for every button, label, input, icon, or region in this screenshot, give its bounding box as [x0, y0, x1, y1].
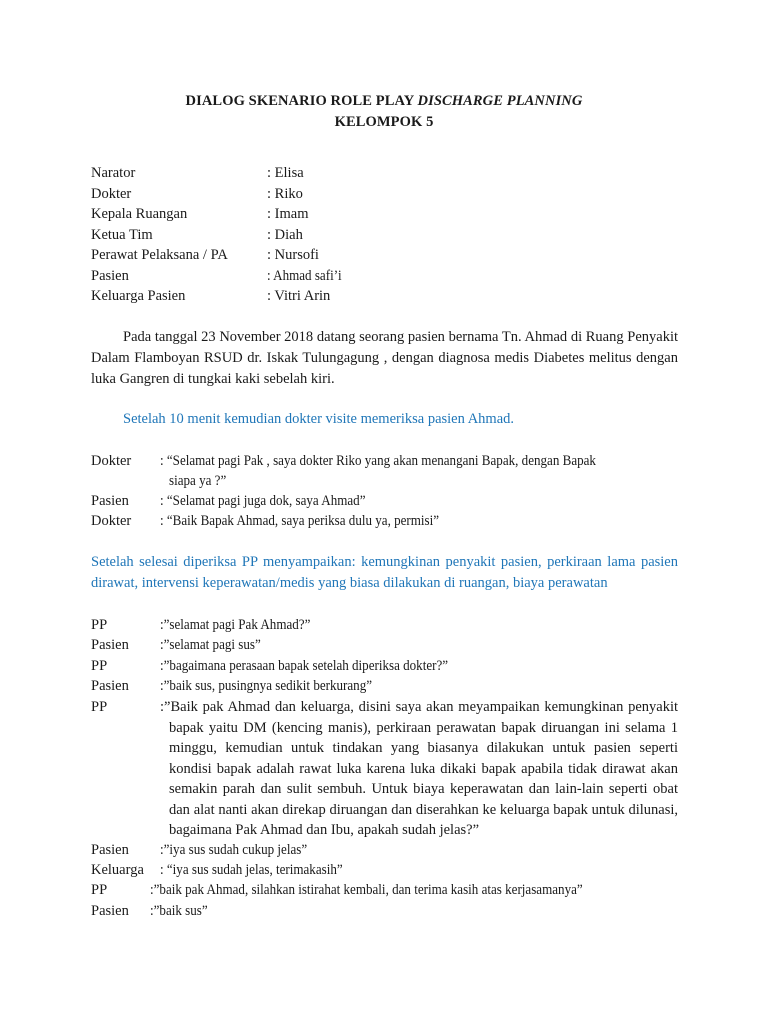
- cast-role: Keluarga Pasien: [91, 288, 186, 304]
- dialog-line: [160, 676, 396, 696]
- dialog-text: : “Baik Bapak Ahmad, saya periksa dulu ya, permisi”: [160, 513, 440, 529]
- speaker-label: Dokter: [91, 513, 132, 529]
- cast-name: [267, 266, 350, 286]
- dialog-line: [150, 901, 214, 921]
- speaker-label: Pasien: [91, 493, 129, 509]
- cast-role: Pasien: [91, 268, 129, 284]
- dialog-text: :”baik sus, pusingnya sedikit berkurang”: [160, 678, 373, 694]
- dialog-line-cont: [169, 471, 233, 491]
- speaker-label: Pasien: [91, 678, 129, 694]
- dialog-line: [160, 656, 480, 676]
- dialog-text: :”bagaimana perasaan bapak setelah diperiksa dokter?”: [160, 658, 449, 674]
- scene-narration: Setelah 10 menit kemudian dokter visite memeriksa pasien Ahmad.: [123, 411, 515, 427]
- dialog-text: : “Selamat pagi juga dok, saya Ahmad”: [160, 493, 366, 509]
- dialog-text: : “Selamat pagi Pak , saya dokter Riko yang akan menangani Bapak, dengan Bapak: [160, 453, 596, 469]
- cast-name: : Riko: [267, 186, 303, 202]
- dialog-text: : “iya sus sudah jelas, terimakasih”: [160, 862, 343, 878]
- dialog-line: [160, 840, 324, 860]
- dialog-text: :”baik sus”: [150, 903, 208, 919]
- dialog-line: [160, 491, 388, 511]
- cast-name: : Elisa: [267, 165, 304, 181]
- speaker-label: PP: [91, 658, 108, 674]
- dialog-line: [160, 511, 470, 531]
- title-italic: DISCHARGE PLANNING: [417, 93, 583, 109]
- cast-role: Perawat Pelaksana / PA: [91, 247, 228, 263]
- cast-name: : Imam: [267, 206, 309, 222]
- dialog-text: :”iya sus sudah cukup jelas”: [160, 842, 308, 858]
- speaker-label: PP: [91, 699, 108, 715]
- scene-narration-2: Setelah selesai diperiksa PP menyampaikan: kemungkinan penyakit pasien, perkiraan lama pasien dirawat, intervensi keperawatan/medis yang biasa dilakukan di ruangan, biaya perawatan: [91, 554, 678, 591]
- speaker-label: Keluarga: [91, 862, 144, 878]
- document-title: [0, 93, 768, 110]
- dialog-text: :”selamat pagi sus”: [160, 637, 261, 653]
- speaker-label: PP: [91, 617, 108, 633]
- dialog-line: [150, 880, 631, 900]
- cast-name: : Vitri Arin: [267, 288, 331, 304]
- cast-name: : Nursofi: [267, 247, 319, 263]
- speaker-label: PP: [91, 882, 108, 898]
- dialog-line: [160, 615, 327, 635]
- dialog-line: [160, 451, 644, 471]
- speaker-label: Pasien: [91, 903, 129, 919]
- intro-paragraph: Pada tanggal 23 November 2018 datang seorang pasien bernama Tn. Ahmad di Ruang Penyakit Dalam Flamboyan RSUD dr. Iskak Tulungagung , dengan diagnosa medis Diabetes melitus dengan luka Gangren di tungkai kaki sebelah kiri.: [91, 329, 678, 387]
- cast-role: Ketua Tim: [91, 227, 153, 243]
- title-prefix: DIALOG SKENARIO ROLE PLAY: [185, 93, 418, 109]
- cast-role: Narator: [91, 165, 136, 181]
- dialog-long-line: :”Baik pak Ahmad dan keluarga, disini saya akan meyampaikan kemungkinan penyakit bapak yaitu DM (kencing manis), perkiraan perawatan bapak diruangan ini selama 1 minggu, kemudian untuk tindakan yang biasanya dilakukan untuk pasien seperti kondisi bapak adalah rawat luka karena luka dikaki bapak apabila tidak dirawat akan semakin parah dan sulit sembuh. Untuk biaya keperawatan dan lain-lain seperti obat dan alat nanti akan direkap diruangan dan diserahkan ke keluarga bapak untuk dilunasi, bagaimana Pak Ahmad dan Ibu, apakah sudah jelas?”: [160, 699, 678, 838]
- speaker-label: Pasien: [91, 842, 129, 858]
- speaker-label: Pasien: [91, 637, 129, 653]
- cast-name: : Diah: [267, 227, 303, 243]
- speaker-label: Dokter: [91, 453, 132, 469]
- dialog-text: :”baik pak Ahmad, silahkan istirahat kembali, dan terima kasih atas kerjasamanya”: [150, 882, 583, 898]
- dialog-text: siapa ya ?”: [169, 473, 227, 489]
- cast-role: Kepala Ruangan: [91, 206, 188, 222]
- dialog-line: [160, 635, 272, 655]
- cast-role: Dokter: [91, 186, 132, 202]
- cast-name-text: : Ahmad safi’i: [267, 268, 342, 284]
- dialog-text: :”selamat pagi Pak Ahmad?”: [160, 617, 311, 633]
- dialog-line: [160, 860, 363, 880]
- group-title: KELOMPOK 5: [334, 114, 434, 130]
